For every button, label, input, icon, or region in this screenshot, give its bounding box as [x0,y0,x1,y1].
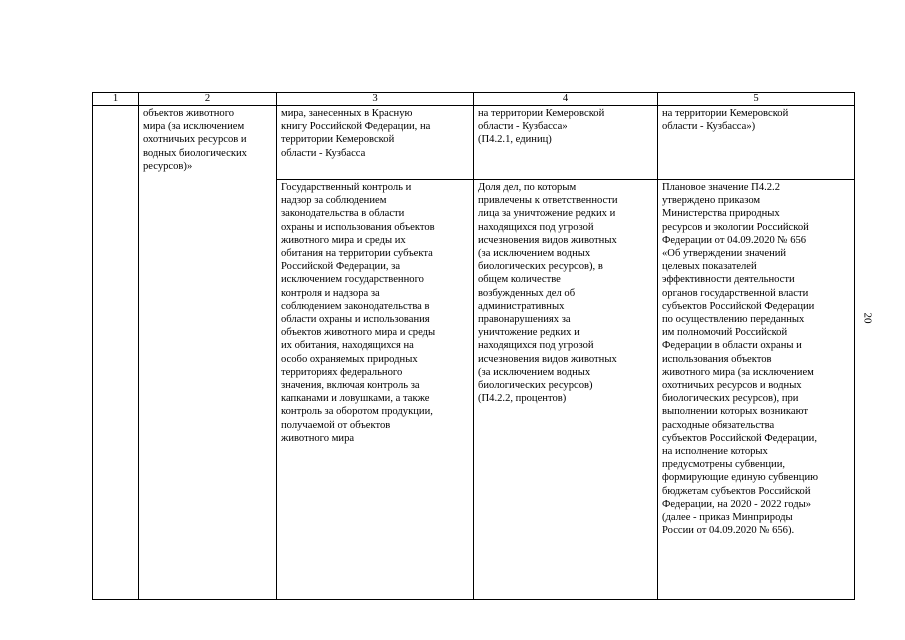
control-description-cell: Государственный контроль и надзор за соблюдением законодательства в области охраны и использования объектов животного мира и среды их обитания на территории субъекта Российской Федерации, за исключением государственного контроля и надзора за соблюдением законодательства в области охраны и использования объектов животного мира и среды их обитания, находящихся на особо охраняемых природных территориях федерального значения, включая контроль за капканами и ловушками, а также контроль за оборотом продукции, получаемой от объектов животного мира [277,180,474,600]
planned-value-cell: Плановое значение П4.2.2 утверждено приказом Министерства природных ресурсов и экологии Российской Федерации от 04.09.2020 № 656 «Об утверждении значений целевых показателей эффективности деятельности органов государственной власти субъектов Российской Федерации по осуществлению переданных им полномочий Российской Федерации в области охраны и использования объектов животного мира (за исключением охотничьих ресурсов и водных биологических ресурсов), при выполнении которых возникают расходные обязательства субъектов Российской Федерации, на исполнение которых предусмотрены субвенции, формирующие единую субвенцию бюджетам субъектов Российской Федерации, на 2020 - 2022 годы» (далее - приказ Минприроды России от 04.09.2020 № 656). [658,180,855,600]
power-description-cell: мира, занесенных в Красную книгу Российской Федерации, на территории Кемеровской области - Кузбасса [277,106,474,180]
basis-cell: на территории Кемеровской области - Кузбасса») [658,106,855,180]
row-number-cell [93,106,139,600]
column-header-3: 3 [277,93,474,106]
column-header-1: 1 [93,93,139,106]
column-header-2: 2 [139,93,277,106]
indicator-table [92,92,855,600]
indicator-cell: на территории Кемеровской области - Кузбасса» (П4.2.1, единиц) [474,106,658,180]
column-header-5: 5 [658,93,855,106]
indicator-name-cell: объектов животного мира (за исключением охотничьих ресурсов и водных биологических ресурсов)» [139,106,277,600]
indicator-share-cell: Доля дел, по которым привлечены к ответственности лица за уничтожение редких и находящихся под угрозой исчезновения видов животных (за исключением водных биологических ресурсов), в общем количестве возбужденных дел об административных правонарушениях за уничтожение редких и находящихся под угрозой исчезновения видов животных (за исключением водных биологических ресурсов) (П4.2.2, процентов) [474,180,658,600]
column-header-4: 4 [474,93,658,106]
page-number: 20 [861,312,874,324]
table-row [93,106,855,180]
column-number-row [93,93,855,106]
